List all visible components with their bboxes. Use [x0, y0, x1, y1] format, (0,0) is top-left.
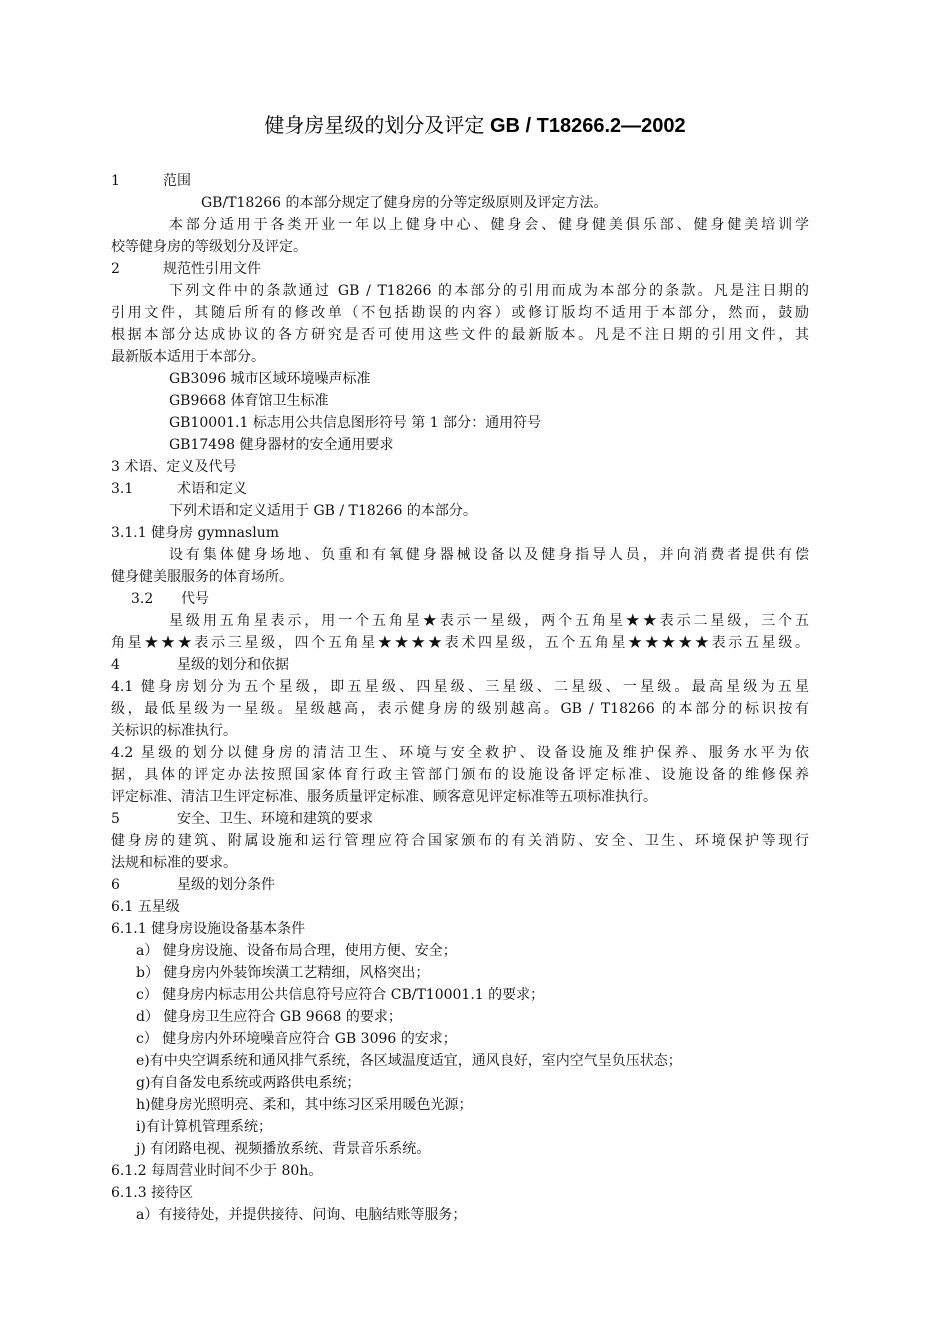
text-line — [111, 874, 809, 896]
text-line — [111, 390, 809, 412]
text-line — [111, 456, 809, 478]
text-line — [111, 698, 809, 720]
text-line — [111, 632, 809, 654]
line-text: a）有接待处，并提供接待、问询、电脑结账等服务； — [136, 1207, 467, 1223]
text-line — [111, 1006, 809, 1028]
line-text: 评定标准、清洁卫生评定标准、服务质量评定标准、顾客意见评定标准等五项标准执行。 — [111, 789, 657, 805]
line-text: d） 健身房卫生应符合 GB 9668 的要求； — [136, 1009, 402, 1025]
text-line — [111, 676, 809, 698]
line-text: 引用文件，其随后所有的修改单（不包括勘误的内容）或修订版均不适用于本部分，然而，鼓励 — [111, 305, 809, 321]
line-text: 据，具体的评定办法按照国家体育行政主管部门颁布的设施设备评定标准、设施设备的维修保养 — [111, 767, 809, 783]
text-line — [111, 302, 809, 324]
text-line — [111, 940, 809, 962]
line-text: 根据本部分达成协议的各方研究是否可使用这些文件的最新版本。凡是不注日期的引用文件，其 — [111, 327, 809, 343]
line-text: 6.1 五星级 — [111, 899, 180, 915]
line-text: e)有中央空调系统和通风排气系统，各区域温度适宜，通风良好，室内空气呈负压状态； — [136, 1053, 682, 1069]
section-number: 2 — [111, 261, 120, 277]
line-text: 6.1.1 健身房设施设备基本条件 — [111, 921, 306, 937]
line-text: 校等健身房的等级划分及评定。 — [111, 239, 307, 255]
section-number: 6 — [111, 877, 120, 893]
text-line — [111, 1138, 809, 1160]
text-line — [111, 1072, 809, 1094]
text-line — [111, 258, 809, 280]
text-line — [111, 1094, 809, 1116]
line-text: GB3096 城市区域环境噪声标准 — [169, 371, 371, 387]
text-line — [111, 544, 809, 566]
title-standard-code: GB / T18266.2—2002 — [489, 115, 686, 137]
text-line — [111, 236, 809, 258]
section-number: 5 — [111, 811, 120, 827]
line-text: 安全、卫生、环境和建筑的要求 — [177, 811, 373, 827]
text-line — [111, 1050, 809, 1072]
line-text: 健身健美服服务的体育场所。 — [111, 569, 293, 585]
line-text: c） 健身房内外环境噪音应符合 GB 3096 的安求； — [136, 1031, 457, 1047]
line-text: a） 健身房设施、设备布局合理，使用方便、安全； — [136, 943, 457, 959]
line-text: 级，最低星级为一星级。星级越高，表示健身房的级别越高。GB / T18266 的本部分的标识按有 — [111, 701, 809, 717]
line-text: 6.1.2 每周营业时间不少于 80h。 — [111, 1163, 323, 1179]
line-text: 术语和定义 — [177, 481, 247, 497]
text-line — [111, 984, 809, 1006]
line-text: GB17498 健身器材的安全通用要求 — [169, 437, 394, 453]
section-number: 1 — [111, 173, 120, 189]
text-line — [111, 214, 809, 236]
text-line — [111, 368, 809, 390]
line-text: i)有计算机管理系统； — [136, 1119, 272, 1135]
line-text: GB9668 体育馆卫生标准 — [169, 393, 329, 409]
line-text: 星级的划分和依据 — [177, 657, 289, 673]
line-text: c） 健身房内标志用公共信息符号应符合 CB/T10001.1 的要求； — [136, 987, 545, 1003]
line-text: 本部分适用于各类开业一年以上健身中心、健身会、健身健美俱乐部、健身健美培训学 — [169, 217, 809, 233]
line-text: 角星★★★表示三星级，四个五角星★★★★表术四星级，五个五角星★★★★★表示五星级。 — [111, 635, 809, 651]
text-line — [111, 742, 809, 764]
text-line — [111, 412, 809, 434]
line-text: 关标识的标准执行。 — [111, 723, 237, 739]
text-line — [111, 918, 809, 940]
text-line — [111, 588, 809, 610]
line-text: j) 有闭路电视、视频播放系统、背景音乐系统。 — [136, 1141, 431, 1157]
section-number: 4 — [111, 657, 120, 673]
text-line — [111, 1160, 809, 1182]
text-line — [111, 830, 809, 852]
text-line — [111, 962, 809, 984]
document-body — [111, 170, 809, 1226]
line-text: 星级的划分条件 — [177, 877, 275, 893]
text-line — [111, 1182, 809, 1204]
line-text: 规范性引用文件 — [163, 261, 261, 277]
line-text: 代号 — [181, 591, 209, 607]
text-line — [111, 1204, 809, 1226]
line-text: 3 术语、定义及代号 — [111, 459, 237, 475]
line-text: 设有集体健身场地、负重和有氧健身器械设备以及健身指导人员，并向消费者提供有偿 — [169, 547, 809, 563]
text-line — [111, 170, 809, 192]
text-line — [111, 896, 809, 918]
line-text: GB10001.1 标志用公共信息图形符号 第 1 部分：通用符号 — [169, 415, 542, 431]
line-text: 3.1.1 健身房 gymnaslum — [111, 525, 279, 541]
text-line — [111, 346, 809, 368]
text-line — [111, 434, 809, 456]
text-line — [111, 280, 809, 302]
text-line — [111, 808, 809, 830]
line-text: b） 健身房内外装饰埃潢工艺精细，风格突出； — [136, 965, 430, 981]
text-line — [111, 192, 809, 214]
text-line — [111, 764, 809, 786]
line-text: 最新版本适用于本部分。 — [111, 349, 265, 365]
section-number: 3.1 — [111, 481, 134, 497]
text-line — [111, 566, 809, 588]
line-text: 下列术语和定义适用于 GB / T18266 的本部分。 — [169, 503, 477, 519]
text-line — [111, 478, 809, 500]
text-line — [111, 324, 809, 346]
document-title — [0, 113, 950, 139]
text-line — [111, 654, 809, 676]
line-text: 法规和标准的要求。 — [111, 855, 237, 871]
text-line — [111, 1028, 809, 1050]
text-line — [111, 610, 809, 632]
title-text: 健身房星级的划分及评定 — [264, 115, 490, 137]
text-line — [111, 852, 809, 874]
line-text: 6.1.3 接待区 — [111, 1185, 194, 1201]
text-line — [111, 1116, 809, 1138]
text-line — [111, 500, 809, 522]
line-text: GB/T18266 的本部分规定了健身房的分等定级原则及评定方法。 — [201, 195, 608, 211]
line-text: g)有自备发电系统或两路供电系统； — [136, 1075, 361, 1091]
line-text: 4.2 星级的划分以健身房的清洁卫生、环境与安全救护、设备设施及维护保养、服务水平为依 — [111, 745, 809, 761]
line-text: 下列文件中的条款通过 GB / T18266 的本部分的引用而成为本部分的条款。凡是注日期的 — [169, 283, 809, 299]
line-text: 健身房的建筑、附属设施和运行管理应符合国家颁布的有关消防、安全、卫生、环境保护等现行 — [111, 833, 809, 849]
text-line — [111, 786, 809, 808]
text-line — [111, 522, 809, 544]
text-line — [111, 720, 809, 742]
line-text: 4.1 健身房划分为五个星级，即五星级、四星级、三星级、二星级、一星级。最高星级为五星 — [111, 679, 809, 695]
line-text: 范围 — [163, 173, 191, 189]
section-number: 3.2 — [131, 591, 154, 607]
line-text: 星级用五角星表示，用一个五角星★表示一星级，两个五角星★★表示二星级，三个五 — [169, 613, 809, 629]
line-text: h)健身房光照明亮、柔和，其中练习区采用暖色光源； — [136, 1097, 473, 1113]
